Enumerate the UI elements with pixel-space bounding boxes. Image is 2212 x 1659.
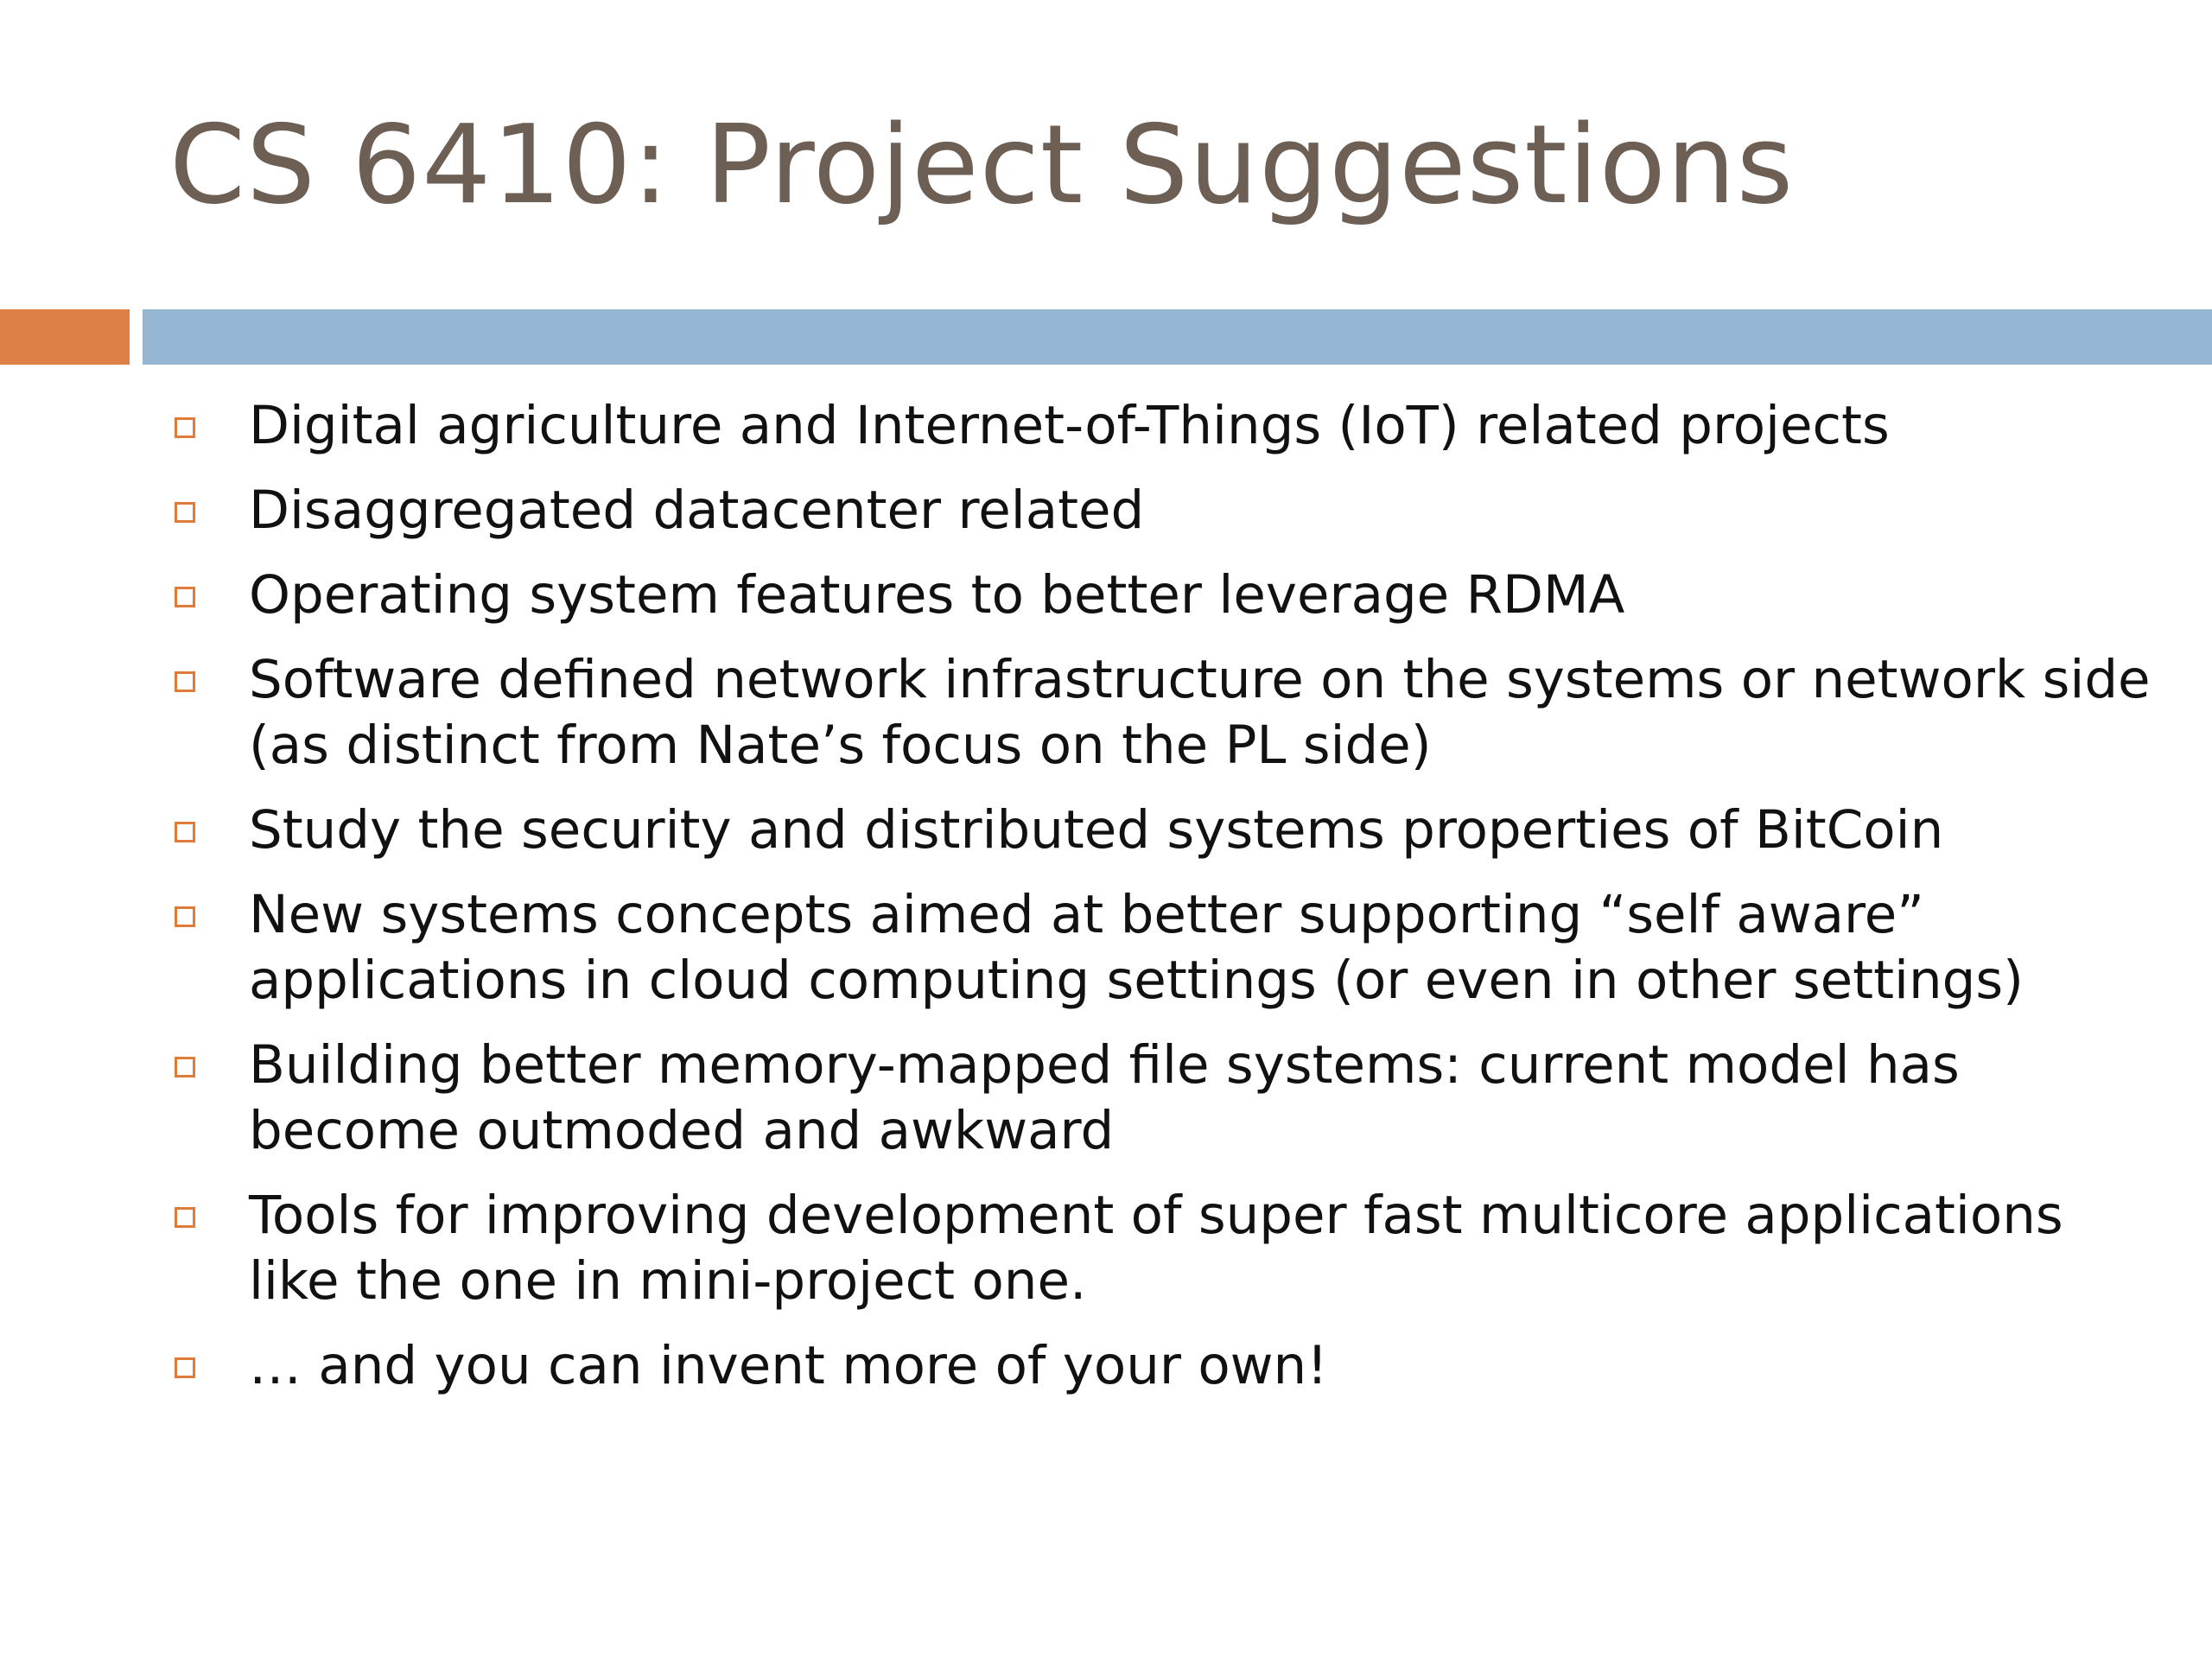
title-rule-bar (143, 309, 2212, 365)
bullet-item (169, 798, 2157, 863)
square-bullet-icon (175, 822, 195, 842)
bullet-item (169, 647, 2157, 779)
bullet-item (169, 882, 2157, 1014)
square-bullet-icon (175, 587, 195, 607)
square-bullet-icon (175, 1357, 195, 1378)
bullet-text: Study the security and distributed systems properties of BitCoin (249, 799, 1944, 861)
bullet-item (169, 478, 2157, 543)
square-bullet-icon (175, 502, 195, 523)
bullet-text: Digital agriculture and Internet-of-Things (IoT) related projects (249, 395, 1890, 456)
bullet-item (169, 1183, 2157, 1314)
bullet-text: Software defined network infrastructure on the systems or network side (as distinct from Nate’s focus on the PL side) (249, 649, 2151, 776)
bullet-item (169, 1033, 2157, 1164)
square-bullet-icon (175, 417, 195, 438)
bullet-item (169, 1333, 2157, 1399)
bullet-item (169, 393, 2157, 459)
square-bullet-icon (175, 906, 195, 927)
square-bullet-icon (175, 671, 195, 692)
bullet-text: Disaggregated datacenter related (249, 480, 1145, 541)
square-bullet-icon (175, 1207, 195, 1228)
square-bullet-icon (175, 1057, 195, 1077)
bullet-list (169, 393, 2157, 1418)
bullet-text: New systems concepts aimed at better supporting “self aware” applications in cloud computing settings (or even in other settings) (249, 884, 2024, 1011)
bullet-text: Operating system features to better leverage RDMA (249, 564, 1625, 626)
title-accent-bar (0, 309, 130, 365)
bullet-text: Tools for improving development of super fast multicore applications like the one in mini-project one. (249, 1185, 2063, 1312)
bullet-text: Building better memory-mapped file systems: current model has become outmoded and awkward (249, 1034, 1960, 1161)
slide-title: CS 6410: Project Suggestions (169, 101, 1795, 228)
bullet-text: … and you can invent more of your own! (249, 1335, 1328, 1396)
bullet-item (169, 563, 2157, 628)
